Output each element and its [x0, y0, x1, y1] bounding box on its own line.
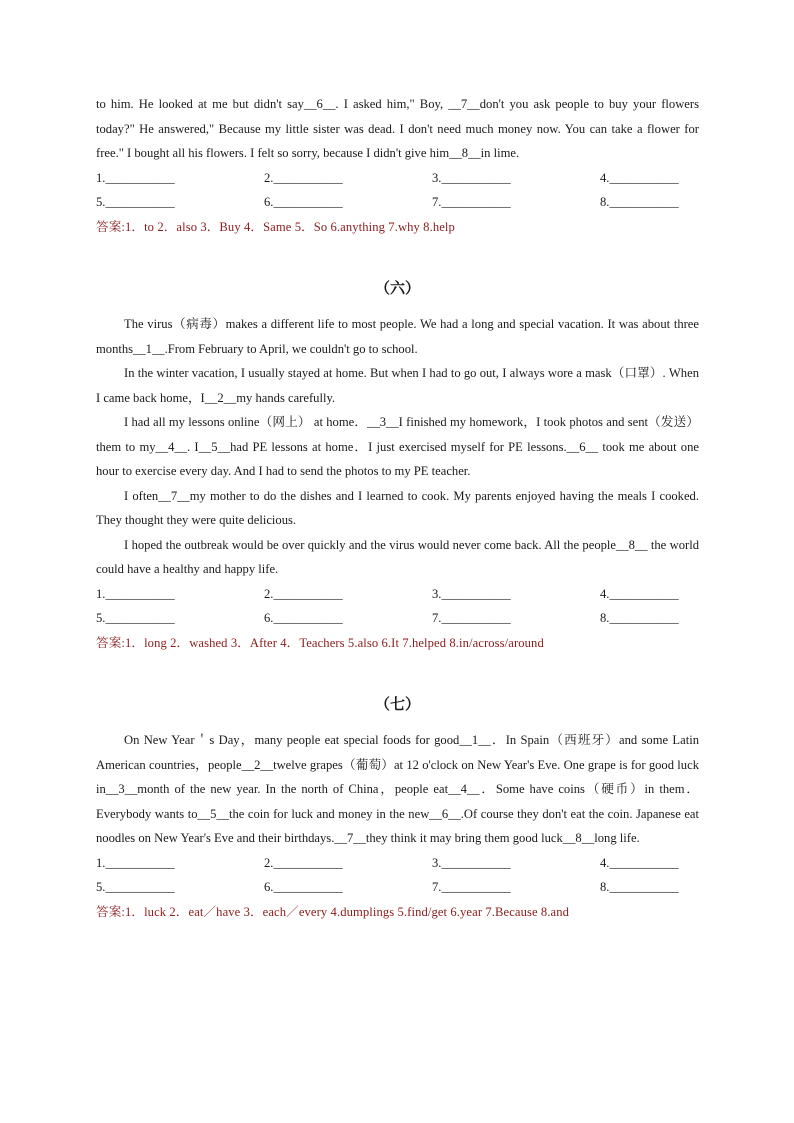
answer-blank[interactable]: 6.___________ — [264, 195, 343, 209]
passage-paragraph: The virus（病毒）makes a different life to most people. We had a long and special vacation. It was about three months__1__.From February to April, we couldn't go to school. — [96, 317, 699, 356]
answer-blank[interactable]: 6.___________ — [264, 611, 343, 625]
answer-key: 答案:1．luck 2．eat／have 3．each／every 4.dumplings 5.find/get 6.year 7.Because 8.and — [96, 904, 570, 919]
answer-blank[interactable]: 4.___________ — [600, 855, 679, 870]
passage-paragraph: to him. He looked at me but didn't say__6__. I asked him," Boy, __7__don't you ask people to buy your flowers today?" He answered," Because my little sister was dead. I don't need much money now. You can take a flower for free." I bought all his flowers. I felt so sorry, because I didn't give him__8__in lime. — [96, 97, 699, 160]
answer-blank[interactable]: 1.___________ — [96, 586, 175, 601]
passage-paragraph: In the winter vacation, I usually stayed at home. But when I had to go out, I always wore a mask（口罩）. When I came back home，I__2__my hands carefully. — [96, 366, 699, 405]
answer-blank[interactable]: 6.___________ — [264, 880, 343, 894]
answer-blank[interactable]: 2.___________ — [264, 170, 343, 185]
answer-blank[interactable]: 3.___________ — [432, 855, 511, 870]
answer-blanks-grid — [96, 851, 699, 900]
answer-blank[interactable]: 1.___________ — [96, 855, 175, 870]
section-title: （六） — [374, 279, 420, 297]
answer-blank[interactable]: 3.___________ — [432, 586, 511, 601]
answer-blank[interactable]: 5.___________ — [96, 880, 175, 894]
answer-blank[interactable]: 8.___________ — [600, 880, 679, 894]
answer-blank[interactable]: 7.___________ — [432, 195, 511, 209]
answer-key: 答案:1．long 2．washed 3．After 4．Teachers 5.also 6.It 7.helped 8.in/across/around — [96, 635, 544, 650]
answer-blank[interactable]: 8.___________ — [600, 611, 679, 625]
answer-key: 答案:1．to 2．also 3．Buy 4．Same 5．So 6.anything 7.why 8.help — [96, 219, 455, 234]
answer-blank[interactable]: 4.___________ — [600, 170, 679, 185]
answer-blank[interactable]: 2.___________ — [264, 586, 343, 601]
answer-blank[interactable]: 4.___________ — [600, 586, 679, 601]
answer-blank[interactable]: 2.___________ — [264, 855, 343, 870]
answer-blank[interactable]: 5.___________ — [96, 611, 175, 625]
answer-blank[interactable]: 7.___________ — [432, 880, 511, 894]
answer-blank[interactable]: 3.___________ — [432, 170, 511, 185]
passage-paragraph: I hoped the outbreak would be over quickly and the virus would never come back. All the people__8__ the world could have a healthy and happy life. — [96, 537, 699, 576]
passage-paragraph: I had all my lessons online（网上） at home．__3__I finished my homework，I took photos and sent（发送）them to my__4__. I__5__had PE lessons at home．I just exercised myself for PE lessons.__6__ took me about one hour to exercise every day. And I had to send the photos to my PE teacher. — [96, 415, 699, 478]
answer-blank[interactable]: 1.___________ — [96, 170, 175, 185]
section-title: （七） — [374, 695, 420, 713]
answer-blanks-grid — [96, 166, 699, 215]
answer-blanks-grid — [96, 582, 699, 631]
answer-blank[interactable]: 5.___________ — [96, 195, 175, 209]
answer-blank[interactable]: 8.___________ — [600, 195, 679, 209]
answer-blank[interactable]: 7.___________ — [432, 611, 511, 625]
worksheet-page — [96, 92, 699, 924]
passage-paragraph: On New Year＇s Day，many people eat special foods for good__1__．In Spain（西班牙）and some Latin American countries，people__2__twelve grapes（葡萄）at 12 o'clock on New Year's Eve. One grape is for good luck in__3__month of the new year. In the north of China，people eat__4__．Some have coins（硬币）in them．Everybody wants to__5__the coin for luck and money in the new__6__.Of course they don't eat the coin. Japanese eat noodles on New Year's Eve and their birthdays.__7__they think it may bring them good luck__8__long life. — [96, 733, 699, 845]
passage-paragraph: I often__7__my mother to do the dishes and I learned to cook. My parents enjoyed having the meals I cooked. They thought they were quite delicious. — [96, 488, 699, 527]
